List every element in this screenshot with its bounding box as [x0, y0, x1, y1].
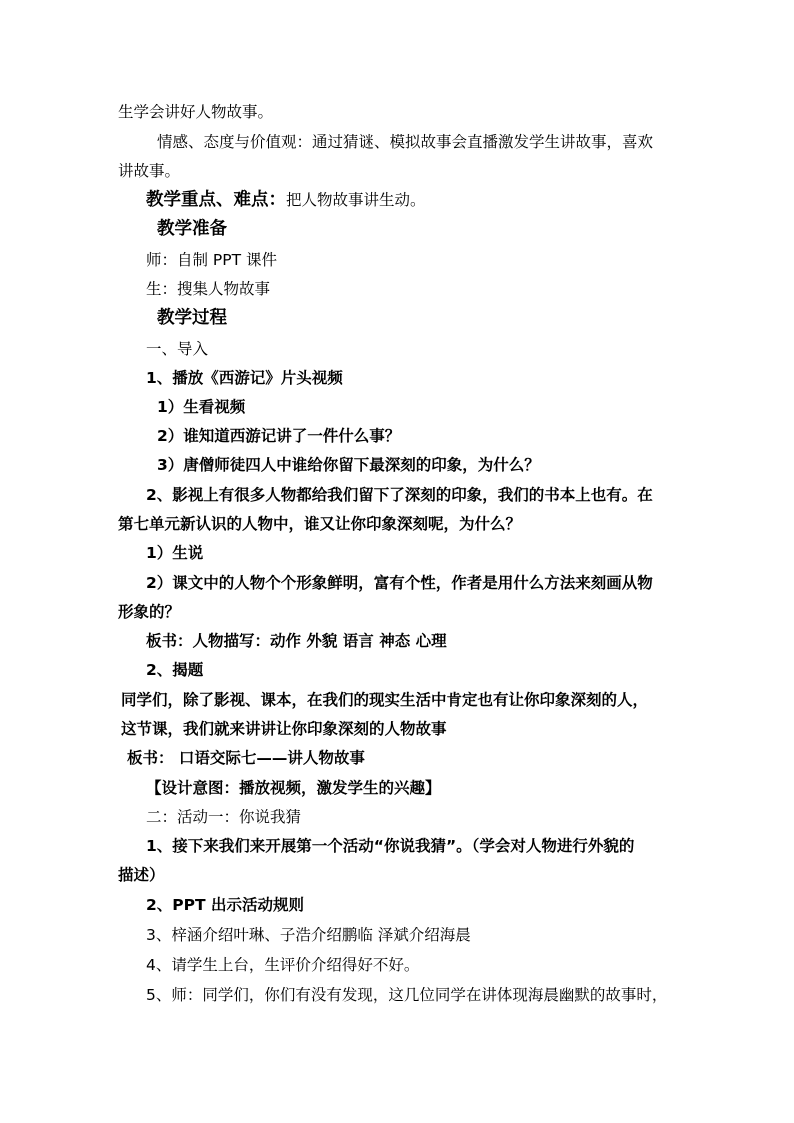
section-heading-activity: 二：活动一：你说我猜 [146, 808, 302, 826]
text-line: 第七单元新认识的人物中，谁又让你印象深刻呢，为什么？ [118, 515, 522, 533]
text-line: 描述） [118, 866, 165, 884]
text-line: 2、影视上有很多人物都给我们留下了深刻的印象，我们的书本上也有。在 [146, 486, 653, 504]
text-line: 这节课，我们就来讲讲让你印象深刻的人物故事 [121, 720, 447, 738]
key-points-line [146, 190, 426, 210]
text-line: 2）谁知道西游记讲了一件什么事？ [157, 427, 401, 445]
text-line: 4、请学生上台，生评价介绍得好不好。 [146, 956, 420, 974]
text-line: 生：搜集人物故事 [146, 280, 271, 298]
text-line: 情感、态度与价值观：通过猜谜、模拟故事会直播激发学生讲故事，喜欢 [157, 133, 654, 151]
text-line: 3）唐僧师徒四人中谁给你留下最深刻的印象，为什么？ [157, 456, 540, 474]
text-line: 1、播放《西游记》片头视频 [146, 369, 343, 387]
text-line: 1）生看视频 [157, 398, 246, 416]
text-line: 同学们，除了影视、课本，在我们的现实生活中肯定也有让你印象深刻的人， [121, 691, 649, 709]
text-line: 形象的？ [118, 603, 181, 621]
text-line: 师：自制 PPT 课件 [146, 251, 278, 269]
text-line: 1）生说 [146, 544, 204, 562]
text-line: 1、接下来我们来开展第一个活动“你说我猜”。（学会对人物进行外貌的 [146, 837, 635, 855]
text-line: 2、PPT 出示活动规则 [146, 896, 304, 914]
section-heading: 教学过程 [157, 308, 227, 328]
design-intent-note: 【设计意图：播放视频，激发学生的兴趣】 [146, 779, 441, 797]
text-line: 2、揭题 [146, 661, 204, 679]
key-points-heading: 教学重点、难点： [146, 190, 286, 210]
blackboard-note: 板书：人物描写：动作 外貌 语言 神态 心理 [146, 632, 447, 650]
text-line: 一、导入 [146, 340, 209, 358]
section-heading: 教学准备 [157, 219, 227, 239]
key-points-text: 把人物故事讲生动。 [286, 191, 426, 209]
text-line: 生学会讲好人物故事。 [118, 103, 274, 121]
text-line: 5、师：同学们，你们有没有发现，这几位同学在讲体现海晨幽默的故事时， [146, 986, 668, 1004]
text-line: 2）课文中的人物个个形象鲜明，富有个性，作者是用什么方法来刻画从物 [146, 574, 653, 592]
text-line: 3、梓涵介绍叶琳、子浩介绍鹏临 泽斌介绍海晨 [146, 926, 471, 944]
blackboard-note: 板书： 口语交际七——讲人物故事 [127, 749, 365, 767]
text-line: 讲故事。 [118, 162, 181, 180]
